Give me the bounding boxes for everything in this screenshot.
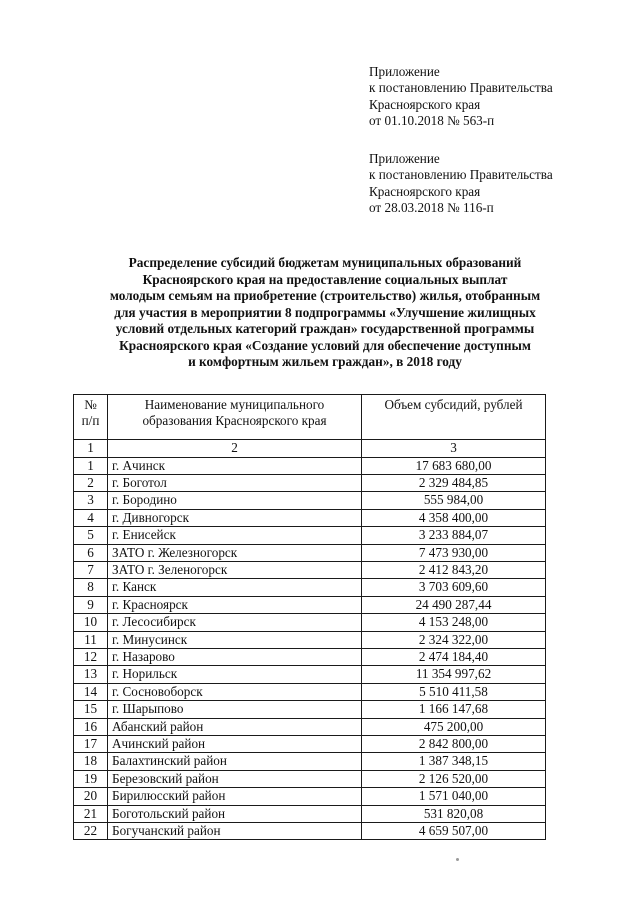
header-number-line1: № — [84, 397, 97, 412]
table-row — [74, 614, 546, 631]
row-number-cell: 14 — [74, 683, 108, 700]
table-row — [74, 718, 546, 735]
municipality-name-cell: г. Шарыпово — [108, 701, 362, 718]
table-row — [74, 631, 546, 648]
subsidy-amount-cell: 2 329 484,85 — [362, 474, 546, 491]
header-number-line2: п/п — [81, 412, 100, 428]
table-row — [74, 788, 546, 805]
row-number-cell: 2 — [74, 474, 108, 491]
row-number-cell: 18 — [74, 753, 108, 770]
municipality-name-cell: г. Бородино — [108, 492, 362, 509]
row-number-cell: 20 — [74, 788, 108, 805]
municipality-name-cell: ЗАТО г. Железногорск — [108, 544, 362, 561]
row-number-cell: 12 — [74, 648, 108, 665]
subsidy-amount-cell: 4 659 507,00 — [362, 823, 546, 840]
subsidy-amount-cell: 7 473 930,00 — [362, 544, 546, 561]
subsidy-amount-cell: 11 354 997,62 — [362, 666, 546, 683]
table-row — [74, 753, 546, 770]
municipality-name-cell: Богучанский район — [108, 823, 362, 840]
municipality-name-cell: Березовский район — [108, 770, 362, 787]
table-row — [74, 457, 546, 474]
municipality-name-cell: г. Дивногорск — [108, 509, 362, 526]
title-line: Распределение субсидий бюджетам муниципальных образований — [128, 255, 522, 270]
row-number-cell: 22 — [74, 823, 108, 840]
appendix-original-block — [369, 151, 619, 217]
title-line: молодым семьям на приобретение (строительство) жилья, отобранным — [109, 288, 541, 303]
subsidy-amount-cell: 4 358 400,00 — [362, 509, 546, 526]
municipality-name-cell: г. Норильск — [108, 666, 362, 683]
subsidy-amount-cell: 17 683 680,00 — [362, 457, 546, 474]
scan-speck — [456, 858, 459, 861]
subsidy-amount-cell: 3 703 609,60 — [362, 579, 546, 596]
title-line: и комфортным жильем граждан», в 2018 году — [188, 354, 462, 369]
table-row — [74, 648, 546, 665]
municipality-name-cell: Ачинский район — [108, 736, 362, 753]
row-number-cell: 10 — [74, 614, 108, 631]
municipality-name-cell: Абанский район — [108, 718, 362, 735]
row-number-cell: 6 — [74, 544, 108, 561]
row-number-cell: 1 — [74, 457, 108, 474]
table-row — [74, 805, 546, 822]
subsidies-table — [73, 394, 546, 840]
row-number-cell: 17 — [74, 736, 108, 753]
subsidy-amount-cell: 2 842 800,00 — [362, 736, 546, 753]
table-row — [74, 596, 546, 613]
appendix-original-line1: Приложение — [369, 151, 440, 166]
appendix-original-line2: к постановлению Правительства — [369, 167, 553, 183]
municipality-name-cell: г. Боготол — [108, 474, 362, 491]
subsidy-amount-cell: 1 166 147,68 — [362, 701, 546, 718]
table-header-row — [74, 395, 546, 440]
appendix-original-line3: Красноярского края — [369, 183, 481, 199]
table-row — [74, 701, 546, 718]
subsidy-amount-cell: 475 200,00 — [362, 718, 546, 735]
column-index-row — [74, 440, 546, 458]
municipality-name-cell: г. Енисейск — [108, 527, 362, 544]
municipality-name-cell: ЗАТО г. Зеленогорск — [108, 561, 362, 578]
subsidy-amount-cell: 1 387 348,15 — [362, 753, 546, 770]
table-row — [74, 736, 546, 753]
header-number — [74, 395, 108, 440]
subsidy-amount-cell: 2 474 184,40 — [362, 648, 546, 665]
title-line: для участия в мероприятии 8 подпрограммы «Улучшение жилищных — [114, 304, 536, 320]
appendix-current-block — [369, 64, 619, 130]
header-subsidy-amount: Объем субсидий, рублей — [362, 395, 546, 440]
row-number-cell: 9 — [74, 596, 108, 613]
municipality-name-cell: г. Ачинск — [108, 457, 362, 474]
row-number-cell: 15 — [74, 701, 108, 718]
subsidy-amount-cell: 2 412 843,20 — [362, 561, 546, 578]
appendix-current-line4: от 01.10.2018 № 563-п — [369, 113, 495, 129]
table-row — [74, 492, 546, 509]
table-row — [74, 579, 546, 596]
row-number-cell: 11 — [74, 631, 108, 648]
table-row — [74, 770, 546, 787]
subsidy-amount-cell: 1 571 040,00 — [362, 788, 546, 805]
municipality-name-cell: г. Канск — [108, 579, 362, 596]
row-number-cell: 19 — [74, 770, 108, 787]
municipality-name-cell: г. Лесосибирск — [108, 614, 362, 631]
subsidy-amount-cell: 4 153 248,00 — [362, 614, 546, 631]
column-index-cell: 2 — [108, 440, 362, 458]
subsidy-amount-cell: 24 490 287,44 — [362, 596, 546, 613]
title-line: условий отдельных категорий граждан» государственной программы — [115, 321, 535, 336]
subsidy-amount-cell: 2 324 322,00 — [362, 631, 546, 648]
header-municipality — [108, 395, 362, 440]
title-line: Красноярского края «Создание условий для обеспечение доступным — [119, 337, 531, 353]
subsidy-amount-cell: 2 126 520,00 — [362, 770, 546, 787]
row-number-cell: 21 — [74, 805, 108, 822]
row-number-cell: 13 — [74, 666, 108, 683]
municipality-name-cell: г. Минусинск — [108, 631, 362, 648]
appendix-current-line3: Красноярского края — [369, 96, 481, 112]
row-number-cell: 7 — [74, 561, 108, 578]
table-row — [74, 683, 546, 700]
appendix-original-line4: от 28.03.2018 № 116-п — [369, 200, 494, 216]
title-line: Красноярского края на предоставление социальных выплат — [142, 271, 508, 287]
row-number-cell: 3 — [74, 492, 108, 509]
subsidy-amount-cell: 555 984,00 — [362, 492, 546, 509]
subsidy-amount-cell: 5 510 411,58 — [362, 683, 546, 700]
table-row — [74, 561, 546, 578]
municipality-name-cell: Балахтинский район — [108, 753, 362, 770]
appendix-current-line2: к постановлению Правительства — [369, 80, 553, 96]
subsidy-amount-cell: 531 820,08 — [362, 805, 546, 822]
table-row — [74, 509, 546, 526]
header-municipality-line2: образования Красноярского края — [142, 412, 327, 428]
row-number-cell: 16 — [74, 718, 108, 735]
header-municipality-line1: Наименование муниципального — [144, 397, 325, 412]
document-title — [60, 255, 590, 371]
table-row — [74, 823, 546, 840]
row-number-cell: 5 — [74, 527, 108, 544]
municipality-name-cell: Боготольский район — [108, 805, 362, 822]
municipality-name-cell: Бирилюсский район — [108, 788, 362, 805]
column-index-cell: 1 — [74, 440, 108, 458]
subsidy-amount-cell: 3 233 884,07 — [362, 527, 546, 544]
table-row — [74, 544, 546, 561]
column-index-cell: 3 — [362, 440, 546, 458]
table-row — [74, 666, 546, 683]
table-row — [74, 474, 546, 491]
row-number-cell: 4 — [74, 509, 108, 526]
appendix-current-line1: Приложение — [369, 64, 440, 79]
municipality-name-cell: г. Назарово — [108, 648, 362, 665]
municipality-name-cell: г. Сосновоборск — [108, 683, 362, 700]
table-row — [74, 527, 546, 544]
row-number-cell: 8 — [74, 579, 108, 596]
municipality-name-cell: г. Красноярск — [108, 596, 362, 613]
